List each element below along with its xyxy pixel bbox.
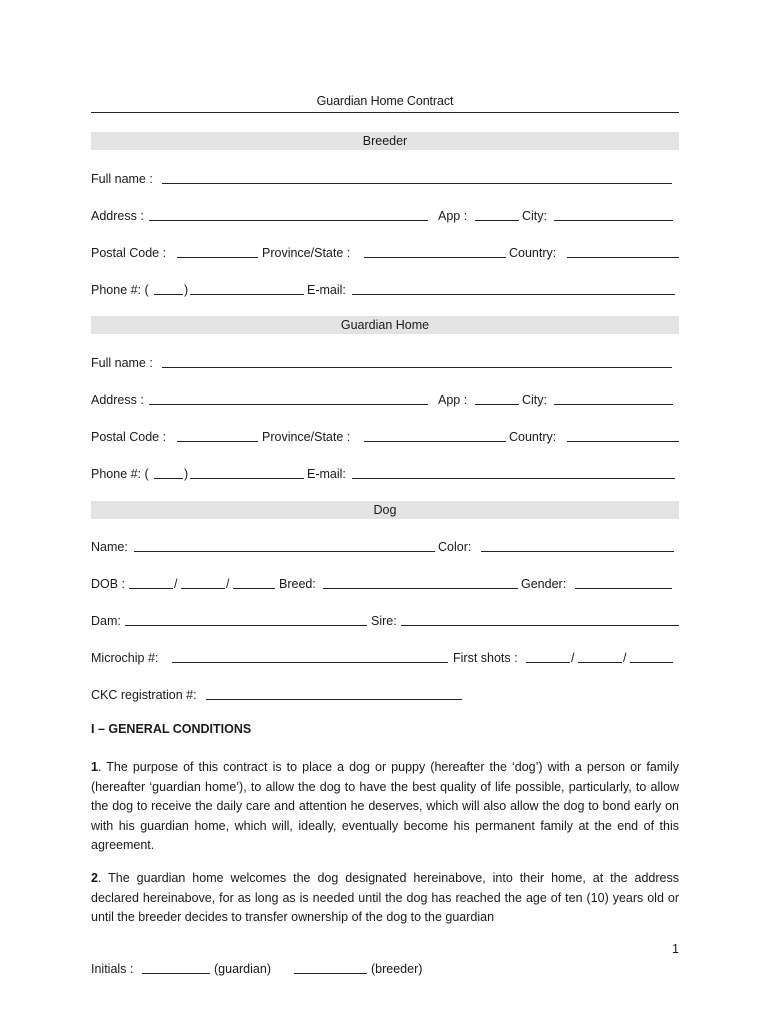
- guardian-initials-label: (guardian): [214, 962, 271, 976]
- breeder-address-label: Address :: [91, 209, 144, 223]
- guardian-country-label: Country:: [509, 430, 557, 444]
- page-title: Guardian Home Contract: [316, 94, 454, 108]
- dog-dob-row: [91, 575, 679, 593]
- dog-first-shots-year-field[interactable]: [630, 662, 673, 663]
- dog-microchip-row: [91, 649, 679, 667]
- dog-name-row: [91, 538, 679, 556]
- dog-gender-field[interactable]: [575, 588, 672, 589]
- breeder-area-code-field[interactable]: [154, 294, 183, 295]
- dog-ckc-field[interactable]: [206, 699, 462, 700]
- dog-dam-field[interactable]: [125, 625, 367, 626]
- guardian-province-label: Province/State :: [262, 430, 351, 444]
- dog-color-label: Color:: [438, 540, 472, 554]
- page-number: 1: [672, 942, 679, 956]
- guardian-address-field[interactable]: [149, 404, 428, 405]
- guardian-address-row: [91, 391, 679, 409]
- dog-ckc-row: [91, 686, 679, 704]
- breeder-full-name-label: Full name :: [91, 172, 153, 186]
- breeder-email-label: E-mail:: [307, 283, 346, 297]
- breeder-country-field[interactable]: [567, 257, 679, 258]
- paragraph-1: [91, 758, 679, 856]
- guardian-app-field[interactable]: [475, 404, 519, 405]
- dog-breed-label: Breed:: [279, 577, 316, 591]
- dog-microchip-label: Microchip #:: [91, 651, 159, 665]
- dog-color-field[interactable]: [481, 551, 674, 552]
- dog-name-field[interactable]: [134, 551, 435, 552]
- guardian-address-label: Address :: [91, 393, 144, 407]
- dog-first-shots-slash-1: /: [571, 651, 575, 665]
- guardian-phone-label: Phone #: (: [91, 467, 149, 481]
- paragraph-2-text: . The guardian home welcomes the dog designated hereinabove, into their home, at the address declared hereinabove, for as long as is needed until the dog has reached the age of ten (10) years old or until the breeder decides to transfer ownership of the dog to the guardian: [91, 871, 679, 924]
- breeder-city-field[interactable]: [554, 220, 673, 221]
- guardian-postal-label: Postal Code :: [91, 430, 167, 444]
- breeder-city-label: City:: [522, 209, 547, 223]
- dog-first-shots-day-field[interactable]: [526, 662, 570, 663]
- paragraph-2-number: 2: [91, 871, 98, 885]
- breeder-full-name-field[interactable]: [162, 183, 672, 184]
- dog-dob-slash-2: /: [226, 577, 230, 591]
- breeder-postal-label: Postal Code :: [91, 246, 167, 260]
- guardian-area-code-field[interactable]: [154, 478, 183, 479]
- breeder-postal-row: [91, 244, 679, 262]
- dog-sire-field[interactable]: [401, 625, 679, 626]
- dog-dob-slash-1: /: [174, 577, 178, 591]
- breeder-app-field[interactable]: [475, 220, 519, 221]
- breeder-address-field[interactable]: [149, 220, 428, 221]
- guardian-province-field[interactable]: [364, 441, 506, 442]
- section-band-breeder: Breeder: [91, 132, 679, 150]
- guardian-postal-row: [91, 428, 679, 446]
- dog-gender-label: Gender:: [521, 577, 567, 591]
- breeder-phone-paren: ): [184, 283, 189, 297]
- guardian-phone-row: [91, 465, 679, 483]
- dog-breed-field[interactable]: [323, 588, 518, 589]
- guardian-phone-field[interactable]: [190, 478, 304, 479]
- section-band-dog: Dog: [91, 501, 679, 519]
- dog-dob-year-field[interactable]: [233, 588, 275, 589]
- guardian-city-label: City:: [522, 393, 547, 407]
- section-heading-general-conditions: I – GENERAL CONDITIONS: [91, 722, 252, 736]
- guardian-full-name-row: [91, 354, 679, 372]
- guardian-initials-field[interactable]: [142, 973, 210, 974]
- breeder-initials-label: (breeder): [371, 962, 423, 976]
- breeder-country-label: Country:: [509, 246, 557, 260]
- dog-ckc-label: CKC registration #:: [91, 688, 197, 702]
- guardian-phone-paren: ): [184, 467, 189, 481]
- guardian-city-field[interactable]: [554, 404, 673, 405]
- section-band-guardian-home: Guardian Home: [91, 316, 679, 334]
- dog-dam-row: [91, 612, 679, 630]
- guardian-email-label: E-mail:: [307, 467, 346, 481]
- guardian-app-label: App :: [438, 393, 468, 407]
- breeder-initials-field[interactable]: [294, 973, 367, 974]
- dog-first-shots-month-field[interactable]: [578, 662, 622, 663]
- breeder-phone-label: Phone #: (: [91, 283, 149, 297]
- breeder-phone-field[interactable]: [190, 294, 304, 295]
- initials-label: Initials :: [91, 962, 134, 976]
- guardian-postal-field[interactable]: [177, 441, 258, 442]
- breeder-full-name-row: [91, 170, 679, 188]
- dog-first-shots-label: First shots :: [453, 651, 518, 665]
- guardian-full-name-label: Full name :: [91, 356, 153, 370]
- breeder-postal-field[interactable]: [177, 257, 258, 258]
- dog-first-shots-slash-2: /: [623, 651, 627, 665]
- breeder-province-label: Province/State :: [262, 246, 351, 260]
- guardian-full-name-field[interactable]: [162, 367, 672, 368]
- breeder-email-field[interactable]: [352, 294, 675, 295]
- dog-name-label: Name:: [91, 540, 128, 554]
- dog-dob-month-field[interactable]: [181, 588, 225, 589]
- dog-dob-day-field[interactable]: [129, 588, 173, 589]
- breeder-app-label: App :: [438, 209, 468, 223]
- dog-sire-label: Sire:: [371, 614, 397, 628]
- breeder-phone-row: [91, 281, 679, 299]
- breeder-province-field[interactable]: [364, 257, 506, 258]
- dog-dob-label: DOB :: [91, 577, 126, 591]
- footer-initials: [91, 960, 491, 978]
- guardian-email-field[interactable]: [352, 478, 675, 479]
- paragraph-1-number: 1: [91, 760, 98, 774]
- title-rule: [91, 112, 679, 113]
- paragraph-2: [91, 869, 679, 928]
- paragraph-1-text: . The purpose of this contract is to place a dog or puppy (hereafter the ‘dog’) with a person or family (hereafter ‘guardian home’), to allow the dog to have the best quality of life possible, particularly, to allow the dog to receive the daily care and attention he deserves, which will also allow the dog to bond early on with his guardian home, which will, ideally, eventually become his permanent family at the end of this agreement.: [91, 760, 679, 852]
- dog-dam-label: Dam:: [91, 614, 121, 628]
- breeder-address-row: [91, 207, 679, 225]
- guardian-country-field[interactable]: [567, 441, 679, 442]
- dog-microchip-field[interactable]: [172, 662, 448, 663]
